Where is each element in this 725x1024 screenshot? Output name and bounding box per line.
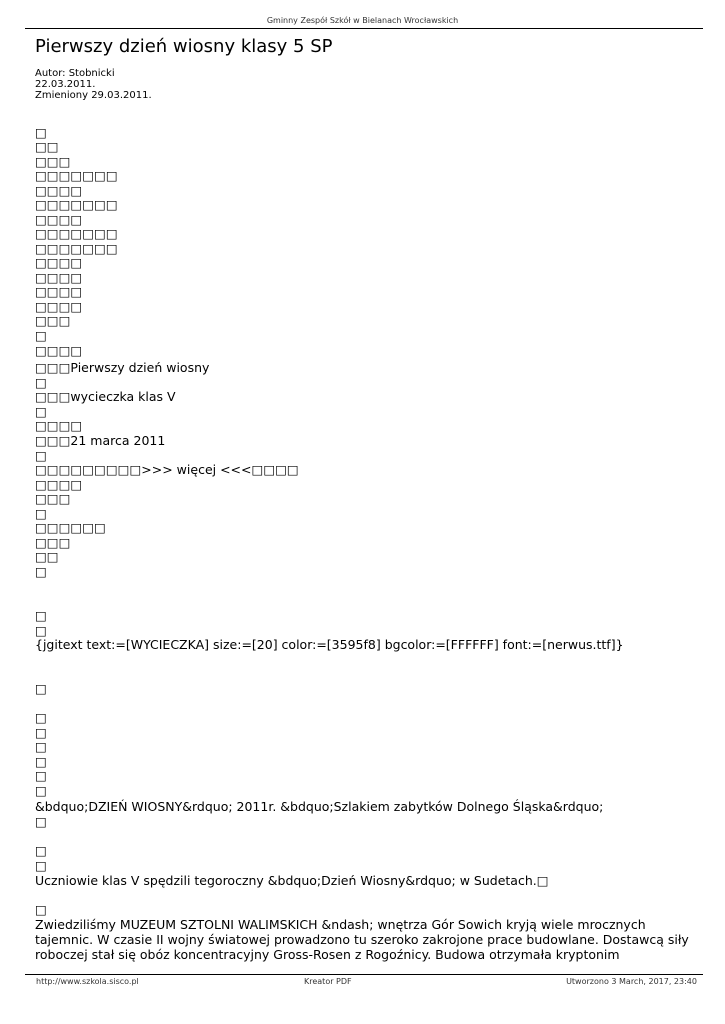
body-line: □□□Pierwszy dzień wiosny: [35, 360, 210, 375]
body-line: □□□: [35, 154, 71, 169]
body-line: □: [35, 623, 47, 638]
body-line: □: [35, 739, 47, 754]
body-line: □□□□: [35, 299, 83, 314]
footer-created: Utworzono 3 March, 2017, 23:40: [566, 977, 697, 986]
body-line: □: [35, 754, 47, 769]
body-line: □: [35, 725, 47, 740]
body-line: □: [35, 448, 47, 463]
body-line: □□□: [35, 491, 71, 506]
body-line: □: [35, 768, 47, 783]
body-line: □□□21 marca 2011: [35, 433, 166, 448]
body-line: □: [35, 125, 47, 140]
body-line: □: [35, 858, 47, 873]
body-line: □: [35, 902, 47, 917]
body-line: □□□□: [35, 284, 83, 299]
body-line: □□□□: [35, 477, 83, 492]
footer-generator: Kreator PDF: [304, 977, 352, 986]
body-line: □□□□: [35, 270, 83, 285]
body-line: □□□□: [35, 418, 83, 433]
body-line: □□□□: [35, 255, 83, 270]
body-line: □: [35, 843, 47, 858]
body-line: □: [35, 814, 47, 829]
body-line: □: [35, 564, 47, 579]
article-modified: Zmieniony 29.03.2011.: [35, 90, 152, 101]
body-line: □: [35, 783, 47, 798]
body-line: &bdquo;DZIEŃ WIOSNY&rdquo; 2011r. &bdquo;Szlakiem zabytków Dolnego Śląska&rdquo;: [35, 799, 604, 814]
body-line: □□□□: [35, 343, 83, 358]
body-line: □□□: [35, 313, 71, 328]
body-line: □: [35, 608, 47, 623]
body-line: □: [35, 328, 47, 343]
body-line: □: [35, 681, 47, 696]
footer-url: http://www.szkola.sisco.pl: [36, 977, 139, 986]
shortcode-line: {jgitext text:=[WYCIECZKA] size:=[20] color:=[3595f8] bgcolor:=[FFFFFF] font:=[nerwus.ttf]}: [35, 637, 624, 652]
body-paragraph: Zwiedziliśmy MUZEUM SZTOLNI WALIMSKICH &ndash; wnętrza Gór Sowich kryją wiele mrocznych tajemnic. W czasie II wojny światowej prowadzono tu szeroko zakrojone prace budowlane. Dostawcą siły roboczej stał się obóz koncentracyjny Gross-Rosen z Rogoźnicy. Budowa otrzymała kryptonim: [35, 917, 689, 962]
body-line: □: [35, 506, 47, 521]
article-date: 22.03.2011.: [35, 79, 96, 90]
body-line: □□□□□□□: [35, 241, 118, 256]
footer-rule: [25, 974, 703, 975]
body-line: □□□□□□□: [35, 168, 118, 183]
body-line: □□□□□□□□□>>> więcej <<<□□□□: [35, 462, 299, 477]
body-line: □□□□: [35, 183, 83, 198]
header-rule: [25, 28, 703, 29]
page-header: Gminny Zespół Szkół w Bielanach Wrocławskich: [266, 16, 459, 25]
body-line: □□: [35, 549, 59, 564]
body-line: □□□□: [35, 212, 83, 227]
article-title: Pierwszy dzień wiosny klasy 5 SP: [35, 36, 333, 57]
body-line: □□□□□□: [35, 520, 106, 535]
body-line: □□□wycieczka klas V: [35, 389, 176, 404]
body-line: □: [35, 375, 47, 390]
body-line: □□□□□□□: [35, 197, 118, 212]
body-line: □□□□□□□: [35, 226, 118, 241]
article-meta: [35, 68, 152, 101]
article-author: Autor: Stobnicki: [35, 68, 115, 79]
body-line: □□□: [35, 535, 71, 550]
body-line: □: [35, 710, 47, 725]
body-line: □□: [35, 139, 59, 154]
body-line: Uczniowie klas V spędzili tegoroczny &bdquo;Dzień Wiosny&rdquo; w Sudetach.□: [35, 873, 549, 888]
body-line: □: [35, 404, 47, 419]
